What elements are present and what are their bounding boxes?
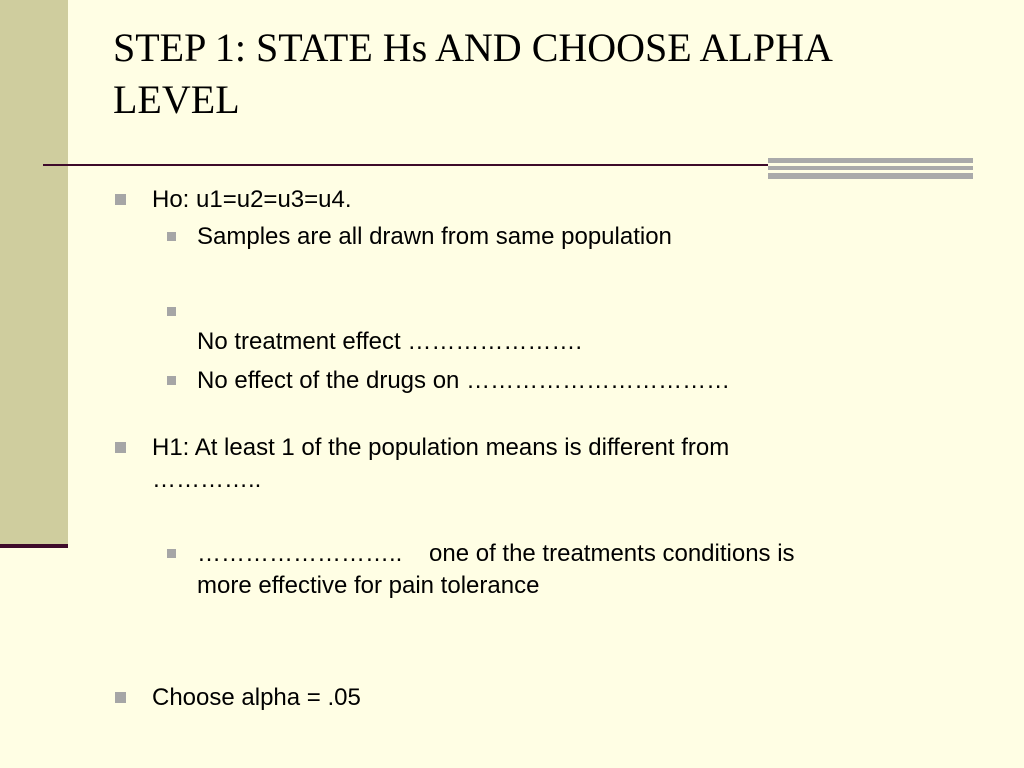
bullet-no-drug-effect	[197, 365, 730, 397]
bullet-same-population	[197, 221, 672, 253]
bullet-marker	[167, 376, 176, 385]
bullet-text: Choose alpha = .05	[152, 684, 361, 711]
bullet-text: …………………….. one of the treatments conditions is	[197, 540, 795, 567]
accent-stripe	[768, 173, 973, 179]
bullet-text: No effect of the drugs on ……………………………	[197, 367, 731, 394]
bullet-text: Samples are all drawn from same population	[197, 223, 672, 250]
bullet-text: Ho: u1=u2=u3=u4.	[152, 186, 352, 213]
bullet-marker	[167, 549, 176, 558]
bullet-text-continued: …………..	[152, 466, 262, 493]
bullet-alternative-hypothesis	[152, 432, 729, 496]
side-decor-underline	[0, 544, 68, 548]
slide-title-line1: STEP 1: STATE Hs AND CHOOSE ALPHA	[113, 25, 833, 70]
side-decor-bar	[0, 0, 68, 545]
slide-title	[113, 22, 913, 126]
bullet-no-treatment-effect	[197, 296, 582, 358]
bullet-more-effective	[197, 538, 795, 602]
title-divider-accent	[768, 158, 973, 179]
bullet-text: H1: At least 1 of the population means is different from	[152, 434, 730, 461]
bullet-choose-alpha	[152, 682, 361, 714]
accent-stripe	[768, 166, 973, 170]
bullet-text: No treatment effect ………………….	[197, 328, 582, 355]
bullet-marker	[115, 194, 126, 205]
title-divider	[43, 164, 768, 166]
bullet-null-hypothesis	[152, 184, 352, 216]
bullet-marker	[115, 442, 126, 453]
slide-title-line2: LEVEL	[113, 77, 240, 122]
bullet-marker	[115, 692, 126, 703]
accent-stripe	[768, 158, 973, 163]
bullet-text-continued: more effective for pain tolerance	[197, 572, 540, 599]
bullet-marker	[167, 307, 176, 316]
bullet-marker	[167, 232, 176, 241]
